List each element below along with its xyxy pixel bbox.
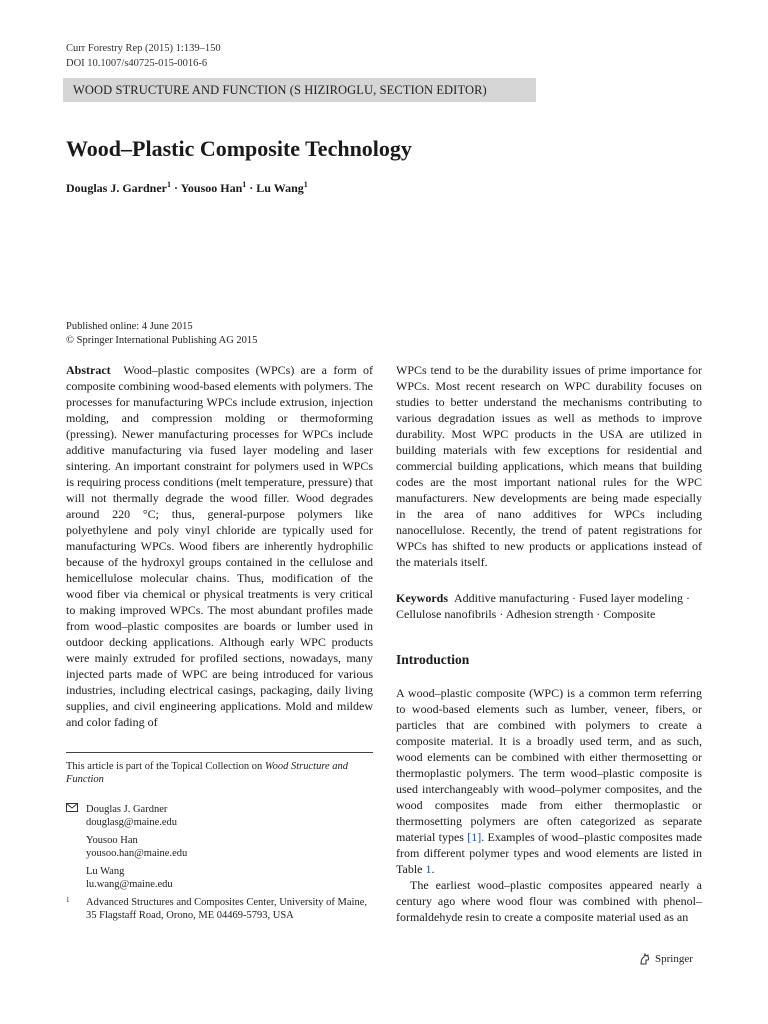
author-name[interactable]: Douglas J. Gardner bbox=[66, 181, 168, 195]
introduction-heading: Introduction bbox=[396, 652, 470, 667]
keywords: Keywords Additive manufacturing · Fused layer modeling · Cellulose nanofibrils · Adhesion strength · Composite bbox=[396, 591, 690, 621]
contact-entry bbox=[66, 834, 386, 860]
abstract-continued bbox=[396, 362, 702, 570]
keyword: Additive manufacturing bbox=[454, 591, 569, 605]
author-affiliation: 1 bbox=[303, 180, 308, 189]
contact-name: Lu Wang bbox=[86, 866, 125, 877]
collection-link[interactable]: Wood Structure and Function bbox=[66, 761, 349, 785]
contact-block bbox=[66, 803, 386, 927]
keyword: Adhesion strength bbox=[505, 607, 594, 621]
affiliation-line: 35 Flagstaff Road, Orono, ME 04469-5793, USA bbox=[86, 910, 294, 921]
collection-note: This article is part of the Topical Collection on Wood Structure and Function bbox=[66, 761, 349, 785]
journal-reference: Curr Forestry Rep (2015) 1:139–150 bbox=[66, 43, 221, 54]
introduction-body bbox=[396, 685, 702, 925]
author-list bbox=[66, 180, 308, 196]
keyword: Fused layer modeling bbox=[578, 591, 683, 605]
reference-link[interactable]: [1] bbox=[467, 830, 482, 844]
article-title: Wood–Plastic Composite Technology bbox=[66, 136, 412, 161]
keywords-label: Keywords bbox=[396, 591, 448, 605]
abstract-label: Abstract bbox=[66, 363, 111, 377]
doi: DOI 10.1007/s40725-015-0016-6 bbox=[66, 58, 208, 69]
introduction-paragraph: A wood–plastic composite (WPC) is a common term referring to wood-based elements such as lumber, veneer, fibers, or particles that are combined with polymers to create a composite material. It is a broadly used term, and as such, wood elements can be combined with either thermosetting or thermoplastic polymers. The term wood–plastic composite is used interchangeably with wood–polymer composites, and the wood composites made from either thermoplastic or thermosetting polymers are often categorized as separate material types [1]. Examples of wood–plastic composites made from different polymer types and wood elements are listed in Table 1. bbox=[396, 686, 702, 876]
author-name[interactable]: Yousoo Han bbox=[180, 181, 243, 195]
keyword: Cellulose nanofibrils bbox=[396, 607, 497, 621]
author-name[interactable]: Lu Wang bbox=[256, 181, 304, 195]
abstract bbox=[66, 362, 373, 730]
copyright: © Springer International Publishing AG 2015 bbox=[66, 335, 258, 346]
contact-name: Yousoo Han bbox=[86, 835, 138, 846]
author-affiliation: 1 bbox=[167, 180, 172, 189]
affiliation bbox=[66, 896, 386, 922]
keyword: Composite bbox=[603, 607, 656, 621]
contact-email[interactable]: douglasg@maine.edu bbox=[86, 817, 178, 828]
introduction-paragraph: The earliest wood–plastic composites appeared nearly a century ago where wood flour was combined with phenol–formaldehyde resin to create a composite material used as an bbox=[396, 878, 702, 924]
author-separator: · bbox=[249, 181, 254, 195]
contact-entry bbox=[66, 865, 386, 891]
affiliation-number: 1 bbox=[66, 896, 70, 904]
published-date: Published online: 4 June 2015 bbox=[66, 321, 193, 332]
journal-citation bbox=[66, 41, 221, 71]
contact-email[interactable]: yousoo.han@maine.edu bbox=[86, 848, 188, 859]
envelope-icon bbox=[66, 803, 78, 816]
publication-info bbox=[66, 320, 257, 348]
contact-name: Douglas J. Gardner bbox=[86, 804, 168, 815]
affiliation-line: Advanced Structures and Composites Center, University of Maine, bbox=[86, 897, 367, 908]
author-affiliation: 1 bbox=[242, 180, 247, 189]
table-link[interactable]: 1 bbox=[425, 862, 432, 876]
abstract-text-continued: WPCs tend to be the durability issues of prime importance for WPCs. Most recent research on WPC durability focuses on studies to better understand the mechanisms contributing to various degradation issues as well as methods to improve durability. Most WPC products in the USA are utilized in building materials with few exceptions for residential and commercial building applications, which means that building codes are the most important national rules for the WPC manufacturers. New developments are being made especially in the area of nano additives for WPCs including nanocellulose. Recently, the trend of patent registrations for WPCs has shifted to new products or applications instead of the materials itself. bbox=[396, 363, 702, 569]
publisher-name: Springer bbox=[655, 953, 693, 965]
springer-horse-icon bbox=[638, 952, 652, 966]
contact-email[interactable]: lu.wang@maine.edu bbox=[86, 879, 173, 890]
abstract-text: Wood–plastic composites (WPCs) are a form of composite combining wood-based elements with polymers. The processes for manufacturing WPCs include extrusion, injection molding, and compression molding or thermoforming (pressing). Newer manufacturing processes for WPCs include additive manufacturing via fused layer modeling and laser sintering. An important constraint for polymers used in WPCs is requiring process conditions (melt temperature, pressure) that will not thermally degrade the wood filler. Wood degrades around 220 °C; thus, general-purpose polymers like polyethylene and poly vinyl chloride are typically used for manufacturing WPCs. Wood fibers are inherently hydrophilic because of the hydroxyl groups contained in the cellulose and hemicellulose molecular chains. Thus, modification of the wood fiber via chemical or physical treatments is very critical to making improved WPCs. The most abundant profiles made from wood–plastic composites are boards or lumber used in outdoor decking applications. Although early WPC products were mainly extruded for profiled sections, nowadays, many injected parts made of WPC are being introduced for various industries, including electrical casings, packaging, daily living supplies, and civil engineering applications. Mold and mildew and color fading of bbox=[66, 363, 373, 729]
contact-entry bbox=[66, 803, 386, 829]
footnote-divider bbox=[66, 752, 373, 753]
author-separator: · bbox=[174, 181, 179, 195]
section-banner: WOOD STRUCTURE AND FUNCTION (S HIZIROGLU, SECTION EDITOR) bbox=[63, 78, 536, 102]
publisher-logo bbox=[638, 952, 693, 966]
